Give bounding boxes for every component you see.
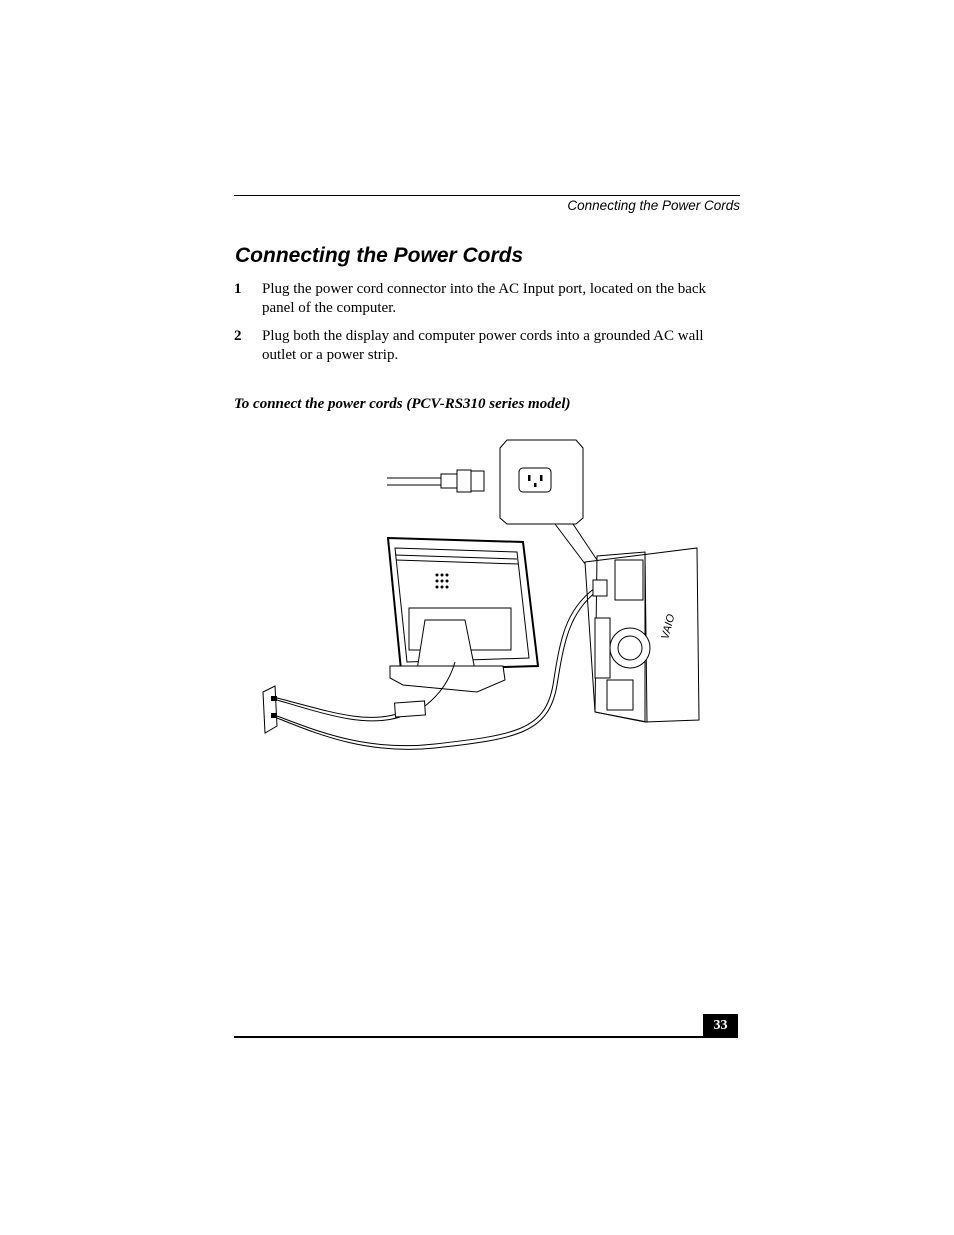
- step-1: [234, 280, 734, 318]
- power-plug-icon: [387, 470, 484, 492]
- power-cord-illustration: [255, 430, 715, 755]
- step-text: Plug the power cord connector into the AC Input port, located on the back panel of the computer.: [262, 281, 707, 316]
- power-adapter-icon: [395, 701, 426, 717]
- page-title: Connecting the Power Cords: [235, 244, 524, 267]
- step-number: 1: [234, 281, 242, 297]
- header-rule: [234, 195, 740, 196]
- vaio-logo: VAIO: [659, 612, 678, 641]
- step-text: Plug both the display and computer power cords into a grounded AC wall outlet or a power strip.: [262, 328, 704, 363]
- step-2: [234, 327, 734, 365]
- page-number-badge: 33: [703, 1014, 738, 1037]
- figure-caption: To connect the power cords (PCV-RS310 series model): [234, 396, 571, 412]
- wall-outlet-icon: [263, 686, 277, 733]
- steps-list: [234, 280, 734, 374]
- display-rear-icon: [388, 538, 538, 692]
- footer-rule: [234, 1036, 738, 1038]
- computer-tower-icon: [585, 548, 699, 722]
- running-header: Connecting the Power Cords: [567, 198, 740, 213]
- step-number: 2: [234, 328, 242, 344]
